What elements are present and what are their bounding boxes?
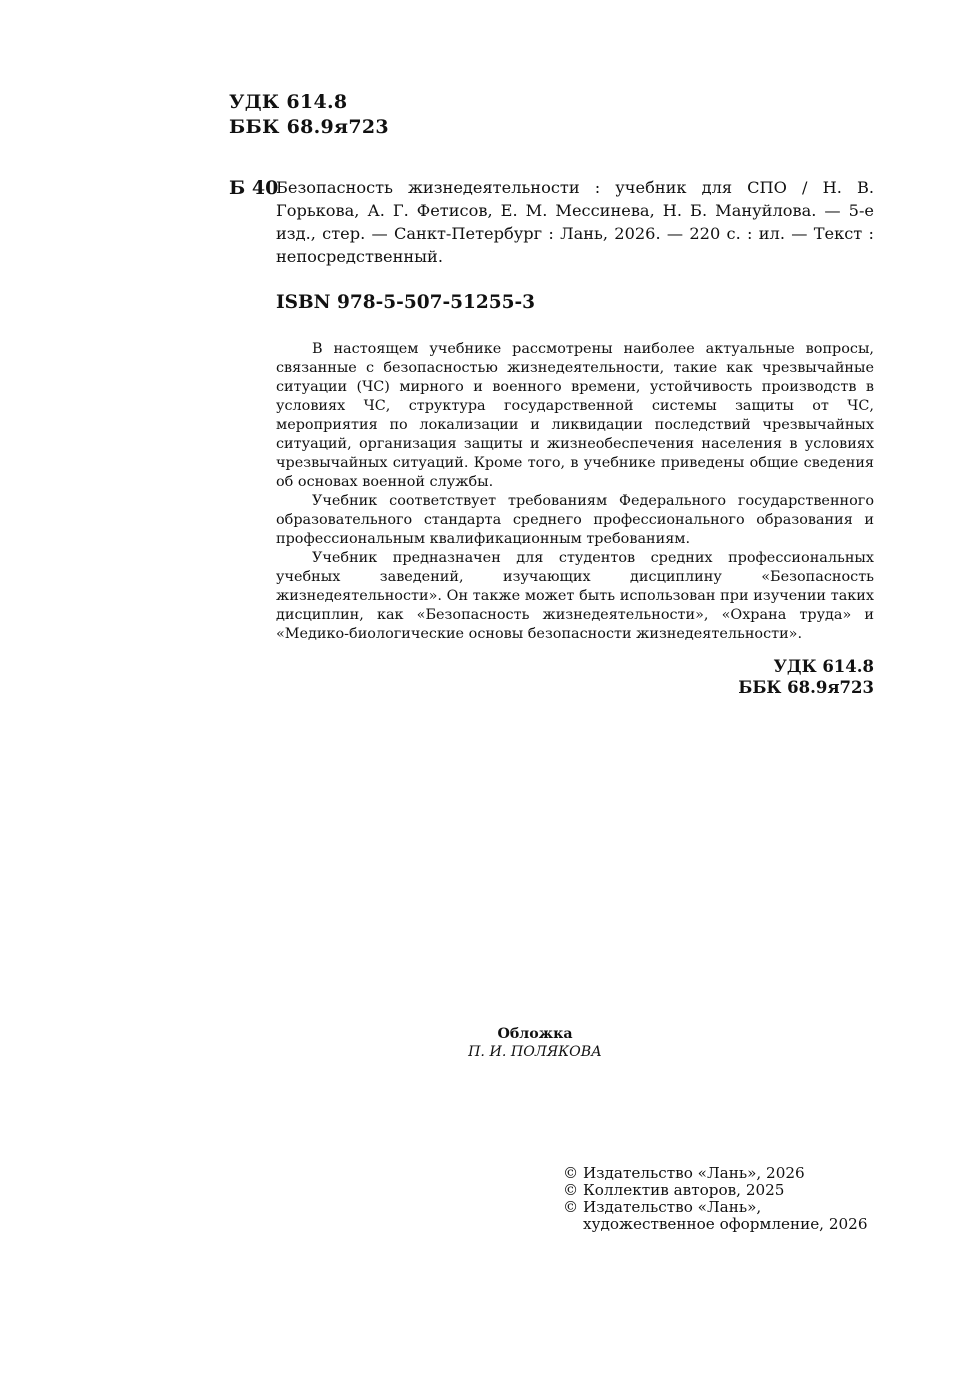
copyright-line: © Издательство «Лань», 2026 <box>563 1164 805 1182</box>
copyright-block <box>563 1165 893 1233</box>
bibliographic-description: Безопасность жизнедеятельности : учебник для СПО / Н. В. Горькова, А. Г. Фетисов, Е. М. Мессинева, Н. Б. Мануйлова. — 5-е изд., стер. — Санкт-Петербург : Лань, 2026. — 220 с. : ил. — Текст : непосредственный. <box>276 178 874 266</box>
header-classification <box>229 90 389 140</box>
classification-bbk: ББК 68.9я723 <box>738 678 874 697</box>
classification-udk: УДК 614.8 <box>773 657 874 676</box>
copyright-line: © Коллектив авторов, 2025 <box>563 1181 785 1199</box>
cover-author: П. И. ПОЛЯКОВА <box>468 1044 602 1060</box>
cover-credit <box>400 1025 670 1061</box>
classification-block <box>600 656 874 698</box>
copyright-line: художественное оформление, 2026 <box>583 1215 868 1233</box>
annotation <box>276 340 874 644</box>
annotation-paragraph-3: Учебник предназначен для студентов средних профессиональных учебных заведений, изучающих дисциплину «Безопасность жизнедеятельности». Он также может быть использован при изучении таких дисциплин, как «Безопасность жизнедеятельности», «Охрана труда» и «Медико-биологические основы безопасности жизнедеятельности». <box>276 550 874 642</box>
copyright-line: © Издательство «Лань», <box>563 1198 762 1216</box>
cover-label: Обложка <box>497 1026 573 1042</box>
annotation-paragraph-1: В настоящем учебнике рассмотрены наиболее актуальные вопросы, связанные с безопасностью жизнедеятельности, такие как чрезвычайные ситуации (ЧС) мирного и военного времени, устойчивость производств в условиях ЧС, структура государственной системы защиты от ЧС, мероприятия по локализации и ликвидации последствий чрезвычайных ситуаций, организация защиты и жизнеобеспечения населения в условиях чрезвычайных ситуаций. Кроме того, в учебнике приведены общие сведения об основах военной службы. <box>276 341 874 490</box>
author-sign: Б 40 <box>229 177 279 199</box>
isbn: ISBN 978-5-507-51255-3 <box>276 292 536 313</box>
header-udk: УДК 614.8 <box>229 91 348 113</box>
header-bbk: ББК 68.9я723 <box>229 116 389 138</box>
annotation-paragraph-2: Учебник соответствует требованиям Федерального государственного образовательного стандарта среднего профессионального образования и профессиональным квалификационным требованиям. <box>276 493 874 547</box>
